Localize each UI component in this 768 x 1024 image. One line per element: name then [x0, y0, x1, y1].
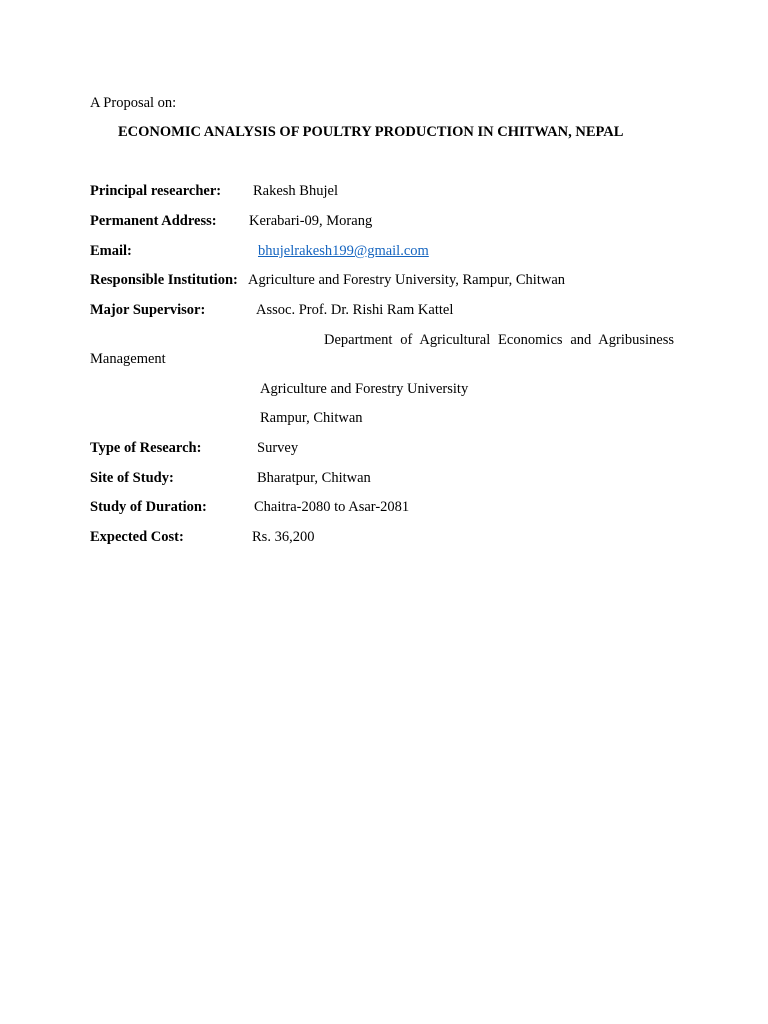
- supervisor-university: Agriculture and Forestry University: [260, 381, 469, 397]
- principal-researcher-value: Rakesh Bhujel: [253, 183, 338, 199]
- major-supervisor-value: Assoc. Prof. Dr. Rishi Ram Kattel: [256, 302, 454, 318]
- responsible-institution-label: Responsible Institution:: [90, 272, 238, 288]
- proposal-title: ECONOMIC ANALYSIS OF POULTRY PRODUCTION IN CHITWAN, NEPAL: [118, 124, 624, 140]
- site-of-study-label: Site of Study:: [90, 470, 174, 486]
- supervisor-department-line1: Department of Agricultural Economics and Agribusiness: [324, 332, 674, 348]
- type-of-research-value: Survey: [257, 440, 299, 456]
- supervisor-department-line2: Management: [90, 351, 166, 367]
- study-duration-label: Study of Duration:: [90, 499, 207, 515]
- email-label: Email:: [90, 243, 132, 259]
- responsible-institution-value: Agriculture and Forestry University, Rampur, Chitwan: [248, 272, 566, 288]
- site-of-study-value: Bharatpur, Chitwan: [257, 470, 371, 486]
- expected-cost-label: Expected Cost:: [90, 529, 184, 545]
- email-link[interactable]: bhujelrakesh199@gmail.com: [258, 243, 429, 259]
- type-of-research-label: Type of Research:: [90, 440, 202, 456]
- permanent-address-value: Kerabari-09, Morang: [249, 213, 373, 229]
- supervisor-location: Rampur, Chitwan: [260, 410, 363, 426]
- study-duration-value: Chaitra-2080 to Asar-2081: [254, 499, 410, 515]
- proposal-intro: A Proposal on:: [90, 95, 177, 111]
- expected-cost-value: Rs. 36,200: [252, 529, 315, 545]
- major-supervisor-label: Major Supervisor:: [90, 302, 206, 318]
- permanent-address-label: Permanent Address:: [90, 213, 217, 229]
- principal-researcher-label: Principal researcher:: [90, 183, 222, 199]
